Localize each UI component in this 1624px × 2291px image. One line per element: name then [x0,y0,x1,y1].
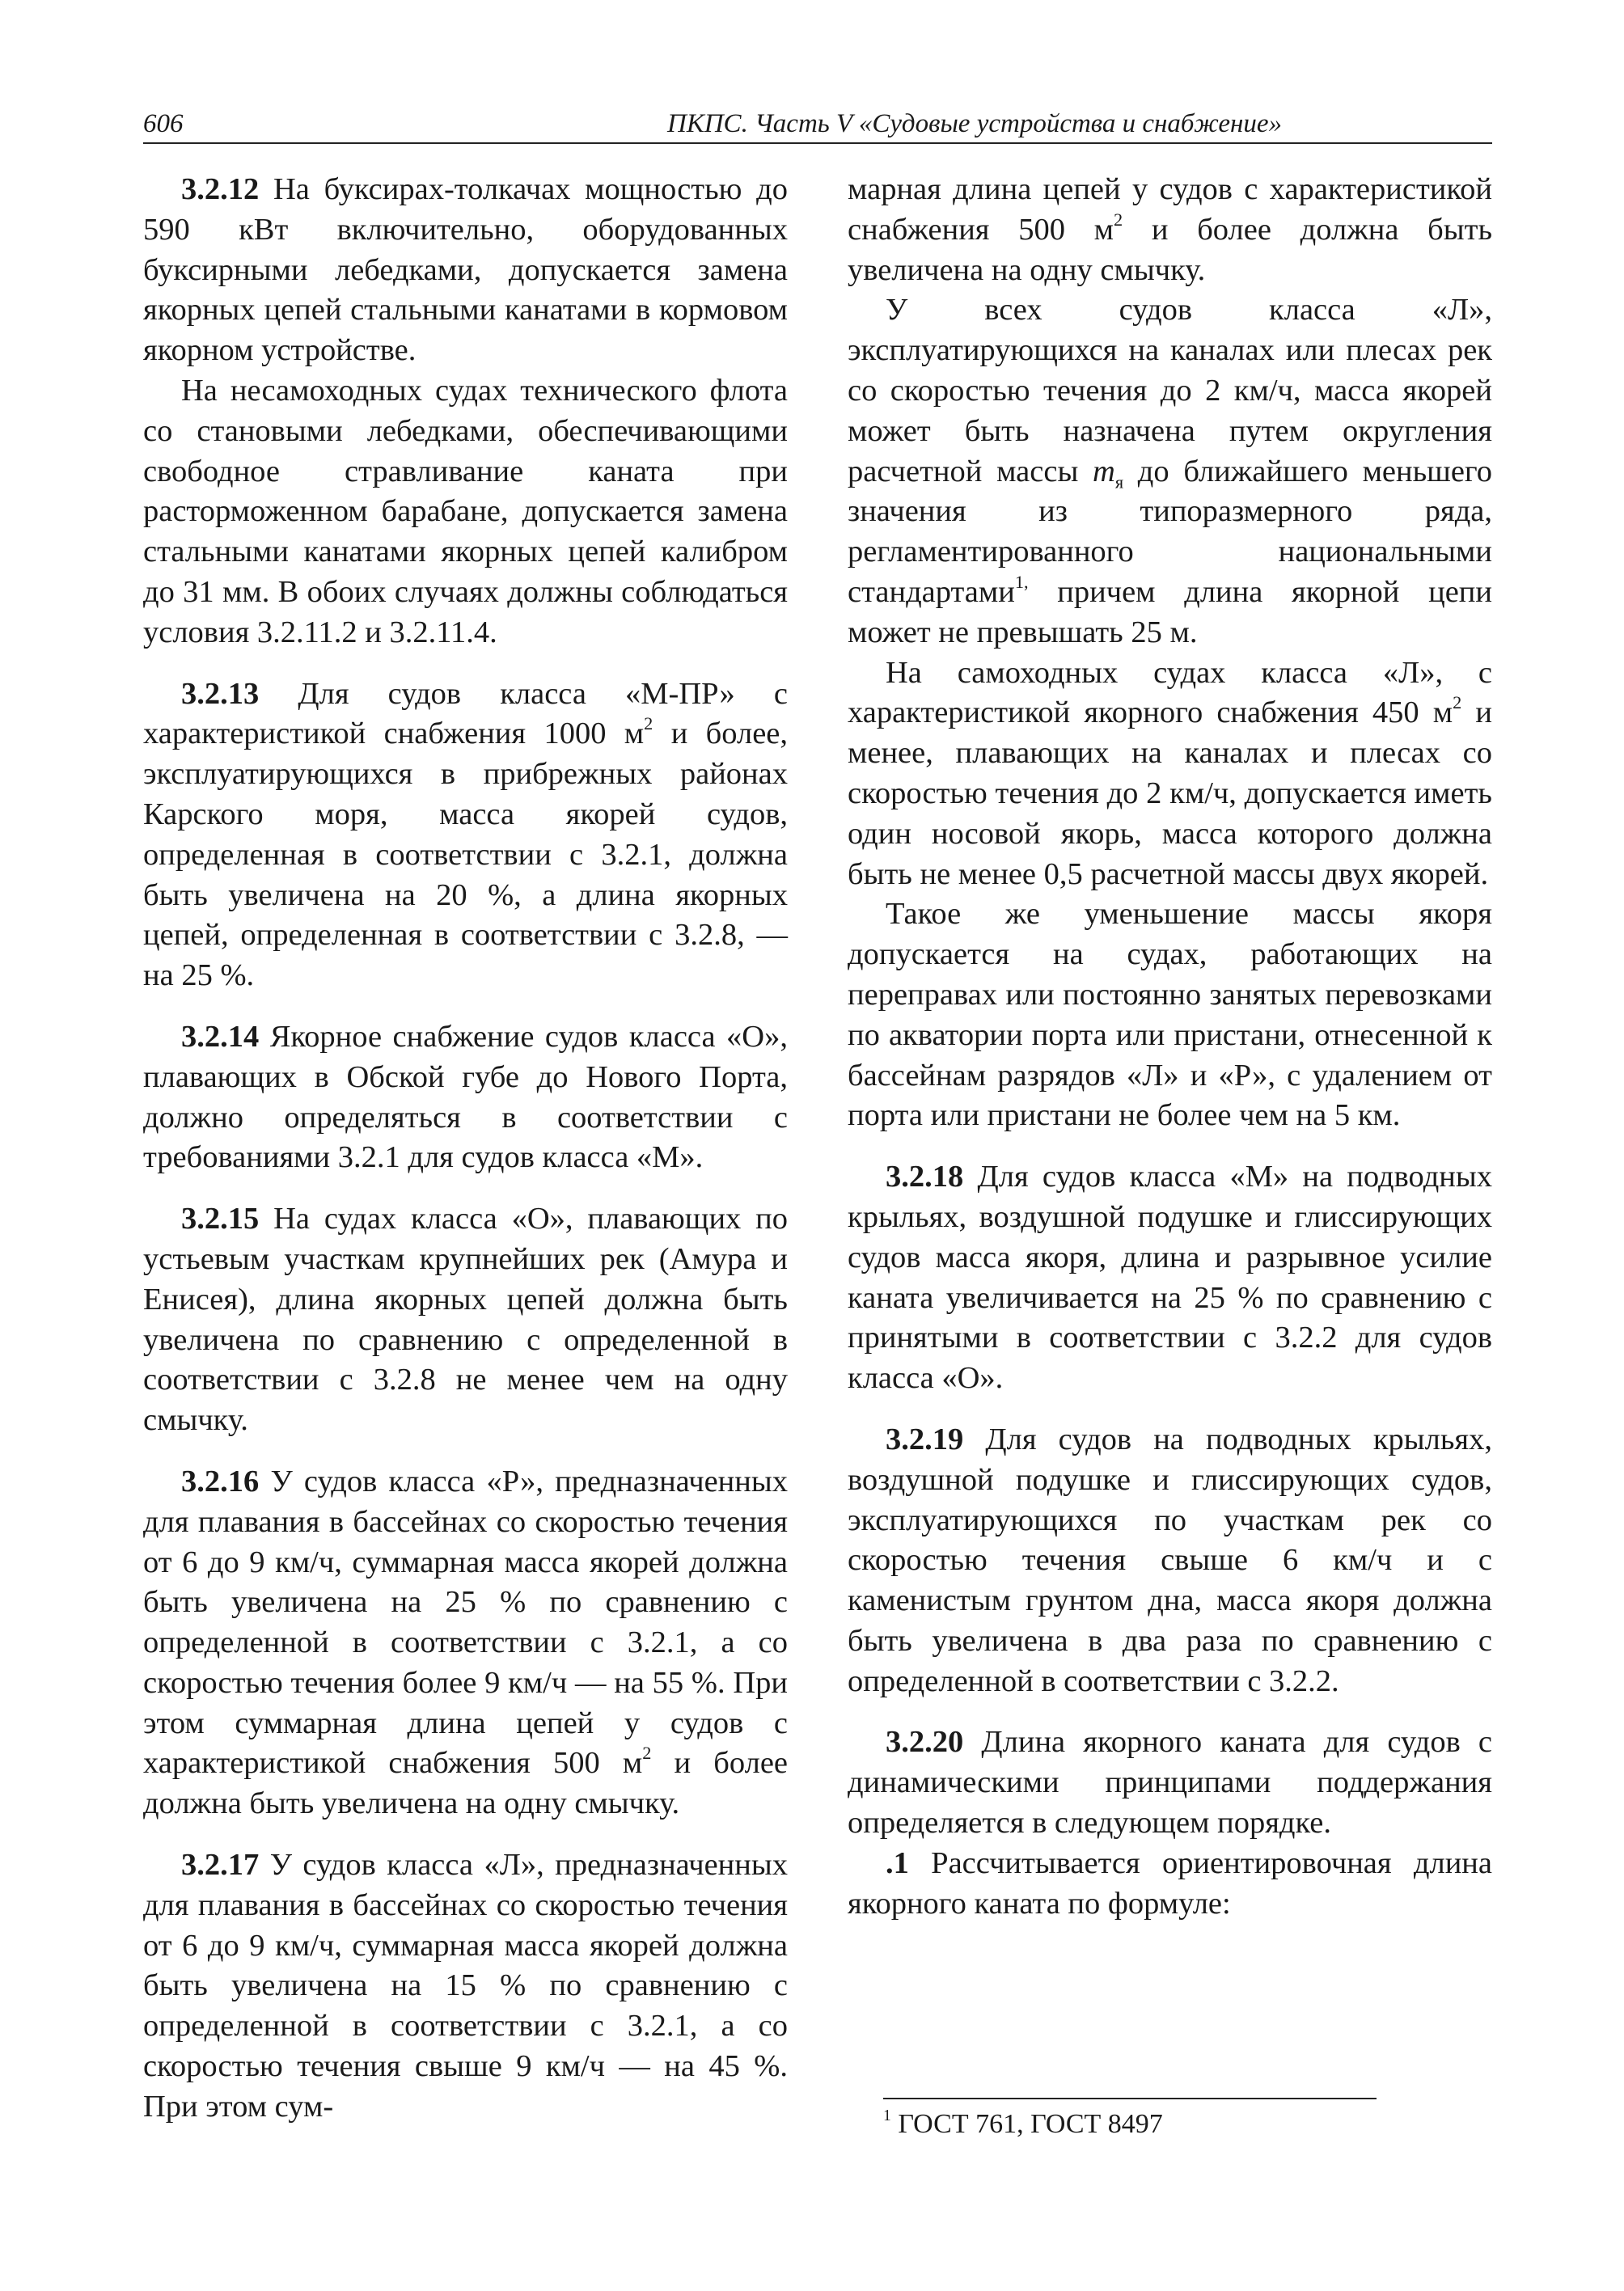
paragraph-3-2-16 [143,1462,788,1824]
paragraph-3-2-17 [143,1845,788,2128]
section-number: 3.2.14 [181,1019,260,1054]
right-column [848,170,1492,1924]
paragraph-3-2-17-cont [848,170,1492,290]
footnote-text: ГОСТ 761, ГОСТ 8497 [890,2109,1163,2139]
section-number: 3.2.15 [181,1202,260,1236]
paragraph-3-2-14 [143,1017,788,1178]
footnote-mark: 1 [883,2106,891,2124]
paragraph-3-2-18 [848,1157,1492,1399]
section-number: 3.2.16 [181,1464,260,1498]
section-number: 3.2.13 [181,676,260,711]
superscript: 2 [1114,209,1123,230]
left-column [143,170,788,2128]
section-number: 3.2.19 [886,1422,964,1456]
superscript: 2 [642,1743,652,1764]
footnote-ref: 1, [1014,571,1029,592]
section-number: 3.2.12 [181,172,260,206]
paragraph-text: Для судов класса «М-ПР» с характеристикой снабжения 1000 м [143,676,788,751]
paragraph-text: Рассчитывается ориентировочная длина якорного каната по формуле: [848,1845,1492,1921]
paragraph-3-2-15 [143,1199,788,1441]
paragraph-text: Для судов класса «М» на подводных крыльях, воздушной подушке и глиссирующих судов масса якоря, длина и разрывное усилие каната увеличивается на 25 % по сравнению с принятыми в соответствии с 3.2.2 для судов класса «О». [848,1160,1492,1396]
header-rule [143,142,1492,144]
item-number: .1 [886,1845,909,1880]
section-number: 3.2.20 [886,1725,964,1760]
page-number: 606 [143,109,184,138]
paragraph-3-2-13 [143,674,788,996]
paragraph-3-2-20 [848,1722,1492,1843]
paragraph-text: и менее, плавающих на каналах и плесах со скоростью течения до 2 км/ч, допускается иметь один носовой якорь, масса которого должна быть не менее 0,5 расчетной массы двух якорей. [848,695,1493,891]
section-number: 3.2.18 [886,1160,964,1194]
footnote-rule [883,2098,1377,2099]
paragraph-text: и более должна быть увеличена на одну смычку. [143,1746,788,1821]
section-number: 3.2.17 [181,1848,260,1883]
paragraph-all-class-l [848,290,1492,653]
paragraph-3-2-12 [143,170,788,371]
superscript: 2 [644,713,653,734]
superscript: 2 [1453,692,1462,713]
footnote [883,2106,1163,2143]
paragraph-text: На судах класса «О», плавающих по устьевым участкам крупнейших рек (Амура и Енисея), длина якорных цепей должна быть увеличена по сравнению с определенной в соответствии с 3.2.8 не менее чем на одну смычку. [143,1202,788,1438]
paragraph-text: У судов класса «Л», предназначенных для плавания в бассейнах со скоростью течения от 6 до 9 км/ч, суммарная масса якорей должна быть увеличена на 15 % по сравнению с определенной в соответствии с 3.2.1, а со скоростью течения свыше 9 км/ч — на 45 %. При этом сум- [143,1848,788,2124]
running-title: ПКПС. Часть V «Судовые устройства и снабжение» [666,109,1282,138]
paragraph-text: Длина якорного каната для судов с динамическими принципами поддержания определяется в следующем порядке. [848,1725,1492,1841]
paragraph-text: На буксирах-толкачах мощностью до 590 кВт включительно, оборудованных буксирными лебедками, допускается замена якорных цепей стальными канатами в кормовом якорном устройстве. [143,172,788,368]
paragraph-text: Для судов на подводных крыльях, воздушной подушке и глиссирующих судов, эксплуатирующихся по участкам рек со скоростью течения свыше 6 км/ч и с каменистым грунтом дна, масса якоря должна быть увеличена в два раза по сравнению с определенной в соответствии с 3.2.2. [848,1422,1492,1698]
paragraph-text: и более должна быть увеличена на одну смычку. [848,212,1493,287]
paragraph-text: причем длина якорной цепи может не превышать 25 м. [848,574,1492,649]
paragraph-text: и более, эксплуатирующихся в прибрежных районах Карского моря, масса якорей судов, определенная в соответствии с 3.2.1, должна быть увеличена на 20 %, а длина якорных цепей, определенная в соответствии с 3.2.8, — на 25 %. [143,716,788,993]
paragraph-3-2-12-cont: На несамоходных судах технического флота со становыми лебедками, обеспечивающими свободное стравливание каната при расторможенном барабане, допускается замена стальными канатами якорных цепей калибром до 31 мм. В обоих случаях должны соблюдаться условия 3.2.11.2 и 3.2.11.4. [143,373,788,649]
paragraph-3-2-19 [848,1420,1492,1702]
paragraph-self-propelled [848,653,1492,895]
paragraph-text: до ближайшего меньшего значения из типоразмерного ряда, регламентированного национальными стандартами [848,454,1493,609]
paragraph-text: Якорное снабжение судов класса «О», плавающих в Обской губе до Нового Порта, должно определяться в соответствии с требованиями 3.2.1 для судов класса «М». [143,1019,788,1175]
item-1 [848,1844,1492,1925]
paragraph-text: марная длина цепей у судов с характеристикой снабжения 500 м [848,172,1492,247]
subscript: я [1114,471,1124,492]
paragraph-same-reduction: Такое же уменьшение массы якоря допускается на судах, работающих на переправах или постоянно занятых перевозками по акватории порта или пристани, отнесенной к бассейнам разрядов «Л» и «Р», с удалением от порта или пристани не более чем на 5 км. [848,897,1492,1133]
paragraph-text: У судов класса «Р», предназначенных для плавания в бассейнах со скоростью течения от 6 до 9 км/ч, суммарная масса якорей должна быть увеличена на 25 % по сравнению с определенной в соответствии с 3.2.1, а со скоростью течения более 9 км/ч — на 55 %. При этом суммарная длина цепей у судов с характеристикой снабжения 500 м [143,1464,788,1781]
paragraph-text: На самоходных судах класса «Л», с характеристикой якорного снабжения 450 м [848,655,1492,730]
paragraph-text: У всех судов класса «Л», эксплуатирующихся на каналах или плесах рек со скоростью течения до 2 км/ч, масса якорей может быть назначена путем округления расчетной массы [848,293,1492,488]
math-symbol: m [1093,454,1115,488]
page-header [143,104,1492,144]
